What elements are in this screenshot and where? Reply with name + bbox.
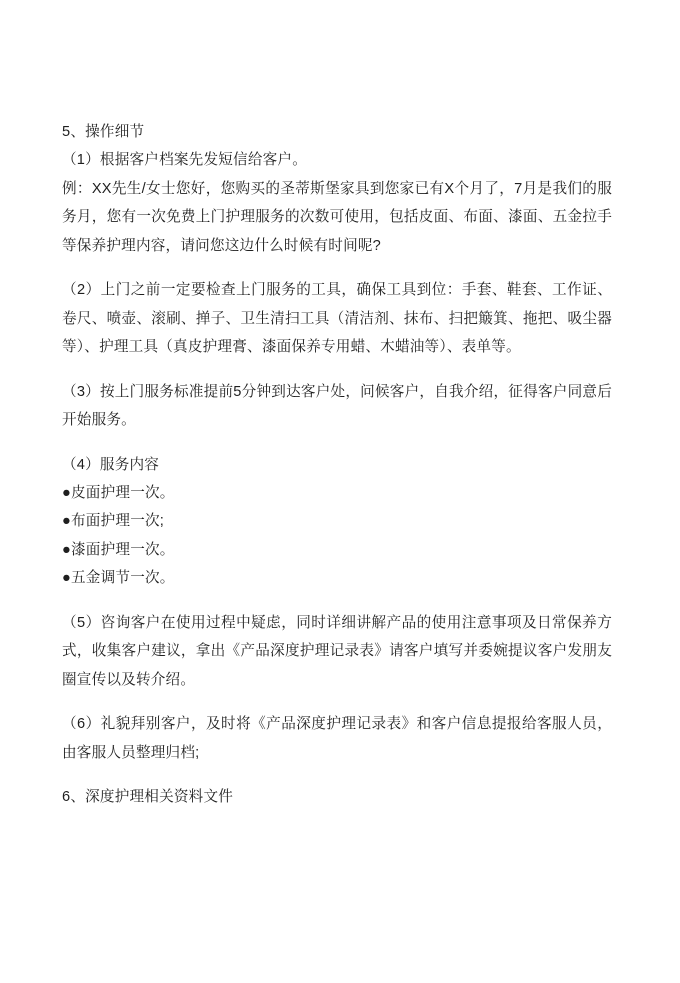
item-5-consult-customer: （5）咨询客户在使用过程中疑虑，同时详细讲解产品的使用注意事项及日常保养方式，收集客户建议，拿出《产品深度护理记录表》请客户填写并委婉提议客户发朋友圈宣传以及转介绍。 [62,614,612,688]
paragraph-spacer [62,260,612,276]
list-item: ●布面护理一次; [62,513,165,530]
list-item: ●皮面护理一次。 [62,484,175,501]
item-3-arrive-early: （3）按上门服务标准提前5分钟到达客户处，问候客户，自我介绍，征得客户同意后开始服务。 [62,383,612,429]
item-2-check-tools: （2）上门之前一定要检查上门服务的工具，确保工具到位：手套、鞋套、工作证、卷尺、喷壶、滚刷、掸子、卫生清扫工具（清洁剂、抹布、扫把簸箕、拖把、吸尘器等）、护理工具（真皮护理膏、漆面保养专用蜡、木蜡油等）、表单等。 [62,282,612,356]
paragraph-spacer [62,694,612,710]
item-4-service-content-title: （4）服务内容 [62,456,160,473]
list-item: ●漆面护理一次。 [62,541,175,558]
paragraph-spacer [62,767,612,783]
list-item: ●五金调节一次。 [62,570,175,587]
paragraph-spacer [62,362,612,378]
item-6-farewell-report: （6）礼貌拜别客户，及时将《产品深度护理记录表》和客户信息提报给客服人员，由客服人员整理归档; [62,716,612,761]
section-heading-deep-care-documents: 6、深度护理相关资料文件 [62,789,234,806]
section-heading-operation-details: 5、操作细节 [62,124,145,140]
paragraph-spacer [62,593,612,609]
paragraph-spacer [62,435,612,451]
document-body [62,118,612,812]
item-1-send-sms: （1）根据客户档案先发短信给客户。 [62,152,308,169]
item-1-example-text: 例：XX先生/女士您好，您购买的圣蒂斯堡家具到您家已有X个月了，7月是我们的服务月，您有一次免费上门护理服务的次数可使用，包括皮面、布面、漆面、五金拉手等保养护理内容，请问您这边什么时候有时间呢? [62,180,612,254]
